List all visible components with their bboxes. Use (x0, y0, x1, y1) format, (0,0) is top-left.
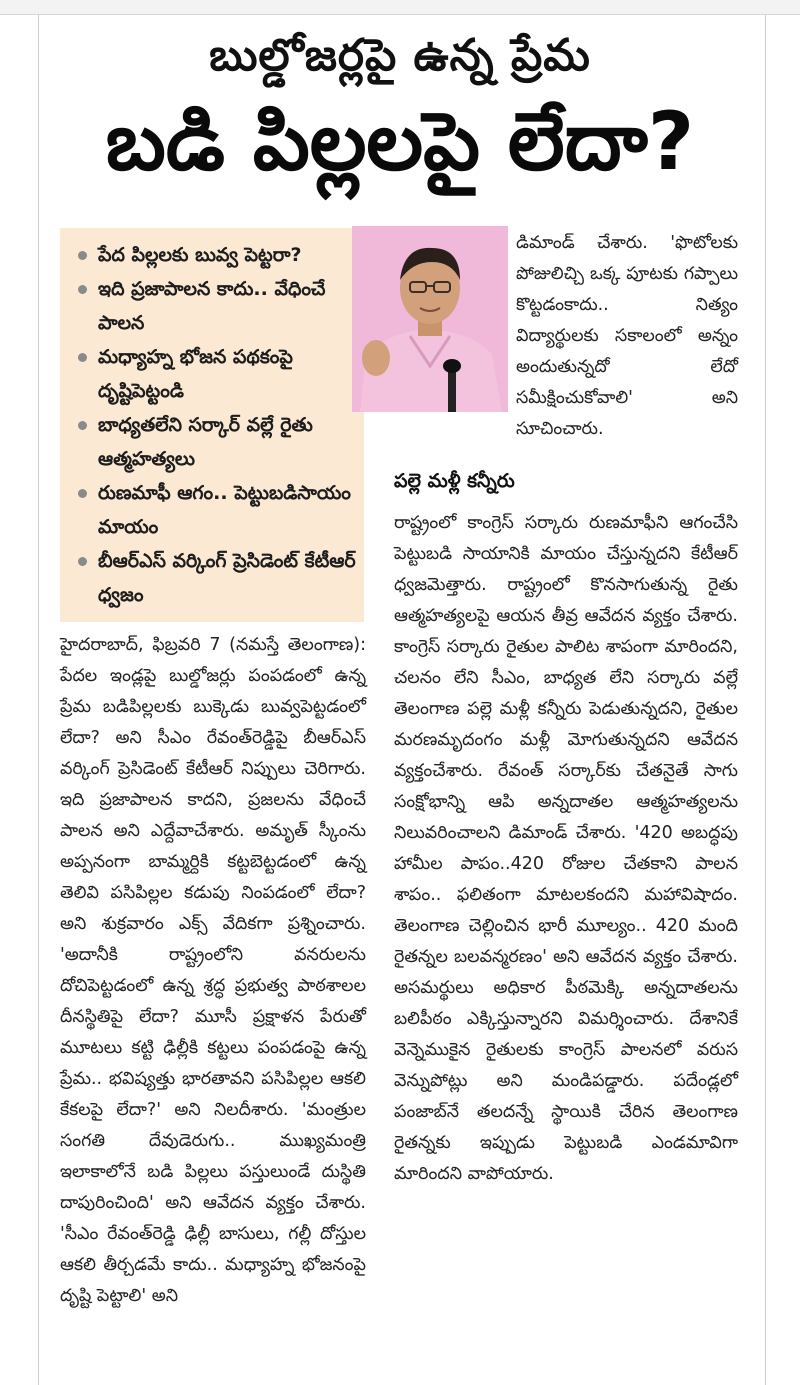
left-column-body (60, 630, 366, 1312)
person-photo (352, 226, 508, 412)
right-column-top (516, 228, 738, 445)
bullet-icon (78, 489, 87, 498)
highlight-item: మధ్యాహ్న భోజన పథకంపై దృష్టిపెట్టండి (78, 340, 356, 408)
highlights-list (78, 238, 356, 612)
highlight-item: పేద పిల్లలకు బువ్వ పెట్టరా? (78, 238, 356, 272)
highlight-item: బీఆర్ఎస్ వర్కింగ్ ప్రెసిడెంట్ కేటీఆర్ ధ్వజం (78, 544, 356, 612)
headline-line-1: బుల్డోజర్లపై ఉన్న ప్రేమ (209, 30, 591, 81)
highlights-box (60, 228, 364, 622)
article-paragraph: డిమాండ్ చేశారు. 'ఫొటోలకు పోజులిచ్చి ఒక్క పూటకు గప్పాలు కొట్టడంకాదు.. నిత్యం విద్యార్థులకు సకాలంలో అన్నం అందుతున్నదో లేదో సమీక్షించుకోవాలి' అని సూచించారు. (516, 233, 738, 439)
article-paragraph: హైదరాబాద్, ఫిబ్రవరి 7 (నమస్తే తెలంగాణ): పేదల ఇండ్లపై బుల్డోజర్లు పంపడంలో ఉన్న ప్రేమ బడిపిల్లలకు బుక్కెడు బువ్వపెట్టడంలో లేదా? అని సీఎం రేవంత్‌రెడ్డిపై బీఆర్ఎస్ వర్కింగ్ ప్రెసిడెంట్ కేటీఆర్ నిప్పులు చెరిగారు. ఇది ప్రజాపాలన కాదని, ప్రజలను వేధించే పాలన అని ఎద్దేవాచేశారు. అమృత్ స్కీంను అప్పనంగా బామ్మర్దికి కట్టబెట్టడంలో ఉన్న తెలివి పసిపిల్లల కడుపు నింపడంలో లేదా? అని శుక్రవారం ఎక్స్ వేదికగా ప్రశ్నించారు. 'అదానీకి రాష్ట్రంలోని వనరులను దోచిపెట్టడంలో ఉన్న శ్రద్ధ ప్రభుత్వ పాఠశాలల దీనస్థితిపై లేదా? మూసీ ప్రక్షాళన పేరుతో మూటలు కట్టి ఢిల్లీకి కట్టలు పంపడంపై ఉన్న ప్రేమ.. భవిష్యత్తు భారతావని పసిపిల్లల ఆకలి కేకలపై లేదా?' అని నిలదీశారు. 'మంత్రుల సంగతి దేవుడెరుగు.. ముఖ్యమంత్రి ఇలాకాలోనే బడి పిల్లలు పస్తులుండే దుస్థితి దాపురించింది' అని ఆవేదన వ్యక్తం చేశారు. 'సీఎం రేవంత్‌రెడ్డి ఢిల్లీ బాసులు, గల్లీ దోస్తుల ఆకలి తీర్చడమే కాదు.. మధ్యాహ్న భోజనంపై దృష్టి పెట్టాలి' అని (60, 635, 366, 1306)
highlight-item: బాధ్యతలేని సర్కార్ వల్లే రైతు ఆత్మహత్యలు (78, 408, 356, 476)
bullet-icon (78, 251, 87, 260)
bullet-icon (78, 421, 87, 430)
bullet-icon (78, 285, 87, 294)
subheading: పల్లె మళ్లీ కన్నీరు (394, 470, 515, 492)
highlight-item: ఇది ప్రజాపాలన కాదు.. వేధించే పాలన (78, 272, 356, 340)
headline-line-2: బడి పిల్లలపై లేదా? (105, 95, 695, 188)
top-strip (0, 0, 800, 15)
bullet-icon (78, 353, 87, 362)
article-paragraph: రాష్ట్రంలో కాంగ్రెస్ సర్కారు రుణమాఫీని ఆగంచేసి పెట్టుబడి సాయానికి మాయం చేస్తున్నదని కేటీఆర్ ధ్వజమెత్తారు. రాష్ట్రంలో కొనసాగుతున్న రైతు ఆత్మహత్యలపై ఆయన తీవ్ర ఆవేదన వ్యక్తం చేశారు. కాంగ్రెస్ సర్కారు రైతుల పాలిట శాపంగా మారిందని, చలనం లేని సీఎం, బాధ్యత లేని సర్కారు వల్లే తెలంగాణ పల్లె మళ్లీ కన్నీరు పెడుతున్నదని, రైతుల మరణమృదంగం మళ్లీ మోగుతున్నదని ఆవేదన వ్యక్తంచేశారు. రేవంత్ సర్కార్‌కు చేతనైతే సాగు సంక్షోభాన్ని ఆపి అన్నదాతల ఆత్మహత్యలను నిలువరించాలని డిమాండ్ చేశారు. '420 అబద్ధపు హామీల పాపం..420 రోజుల చేతకాని పాలన శాపం.. ఫలితంగా మాటలకందని మహావిషాదం. తెలంగాణ చెల్లించిన భారీ మూల్యం.. 420 మంది రైతన్నల బలవన్మరణం' అని ఆవేదన వ్యక్తం చేశారు. అసమర్థులు అధికార పీఠమెక్కి అన్నదాతలను బలిపీఠం ఎక్కిస్తున్నారని విమర్శించారు. దేశానికే వెన్నెముకైన రైతులకు కాంగ్రెస్ పాలనలో వరుస వెన్నుపోట్లు అని మండిపడ్డారు. పదేండ్లలో పంజాబ్‌నే తలదన్నే స్థాయికి చేరిన తెలంగాణ రైతన్నకు ఇప్పుడు పెట్టుబడి ఎండమావిగా మారిందని వాపోయారు. (394, 513, 738, 1184)
person-photo-icon (352, 226, 508, 412)
highlight-item: రుణమాఫీ ఆగం.. పెట్టుబడిసాయం మాయం (78, 476, 356, 544)
right-column-body (394, 508, 738, 1190)
bullet-icon (78, 557, 87, 566)
